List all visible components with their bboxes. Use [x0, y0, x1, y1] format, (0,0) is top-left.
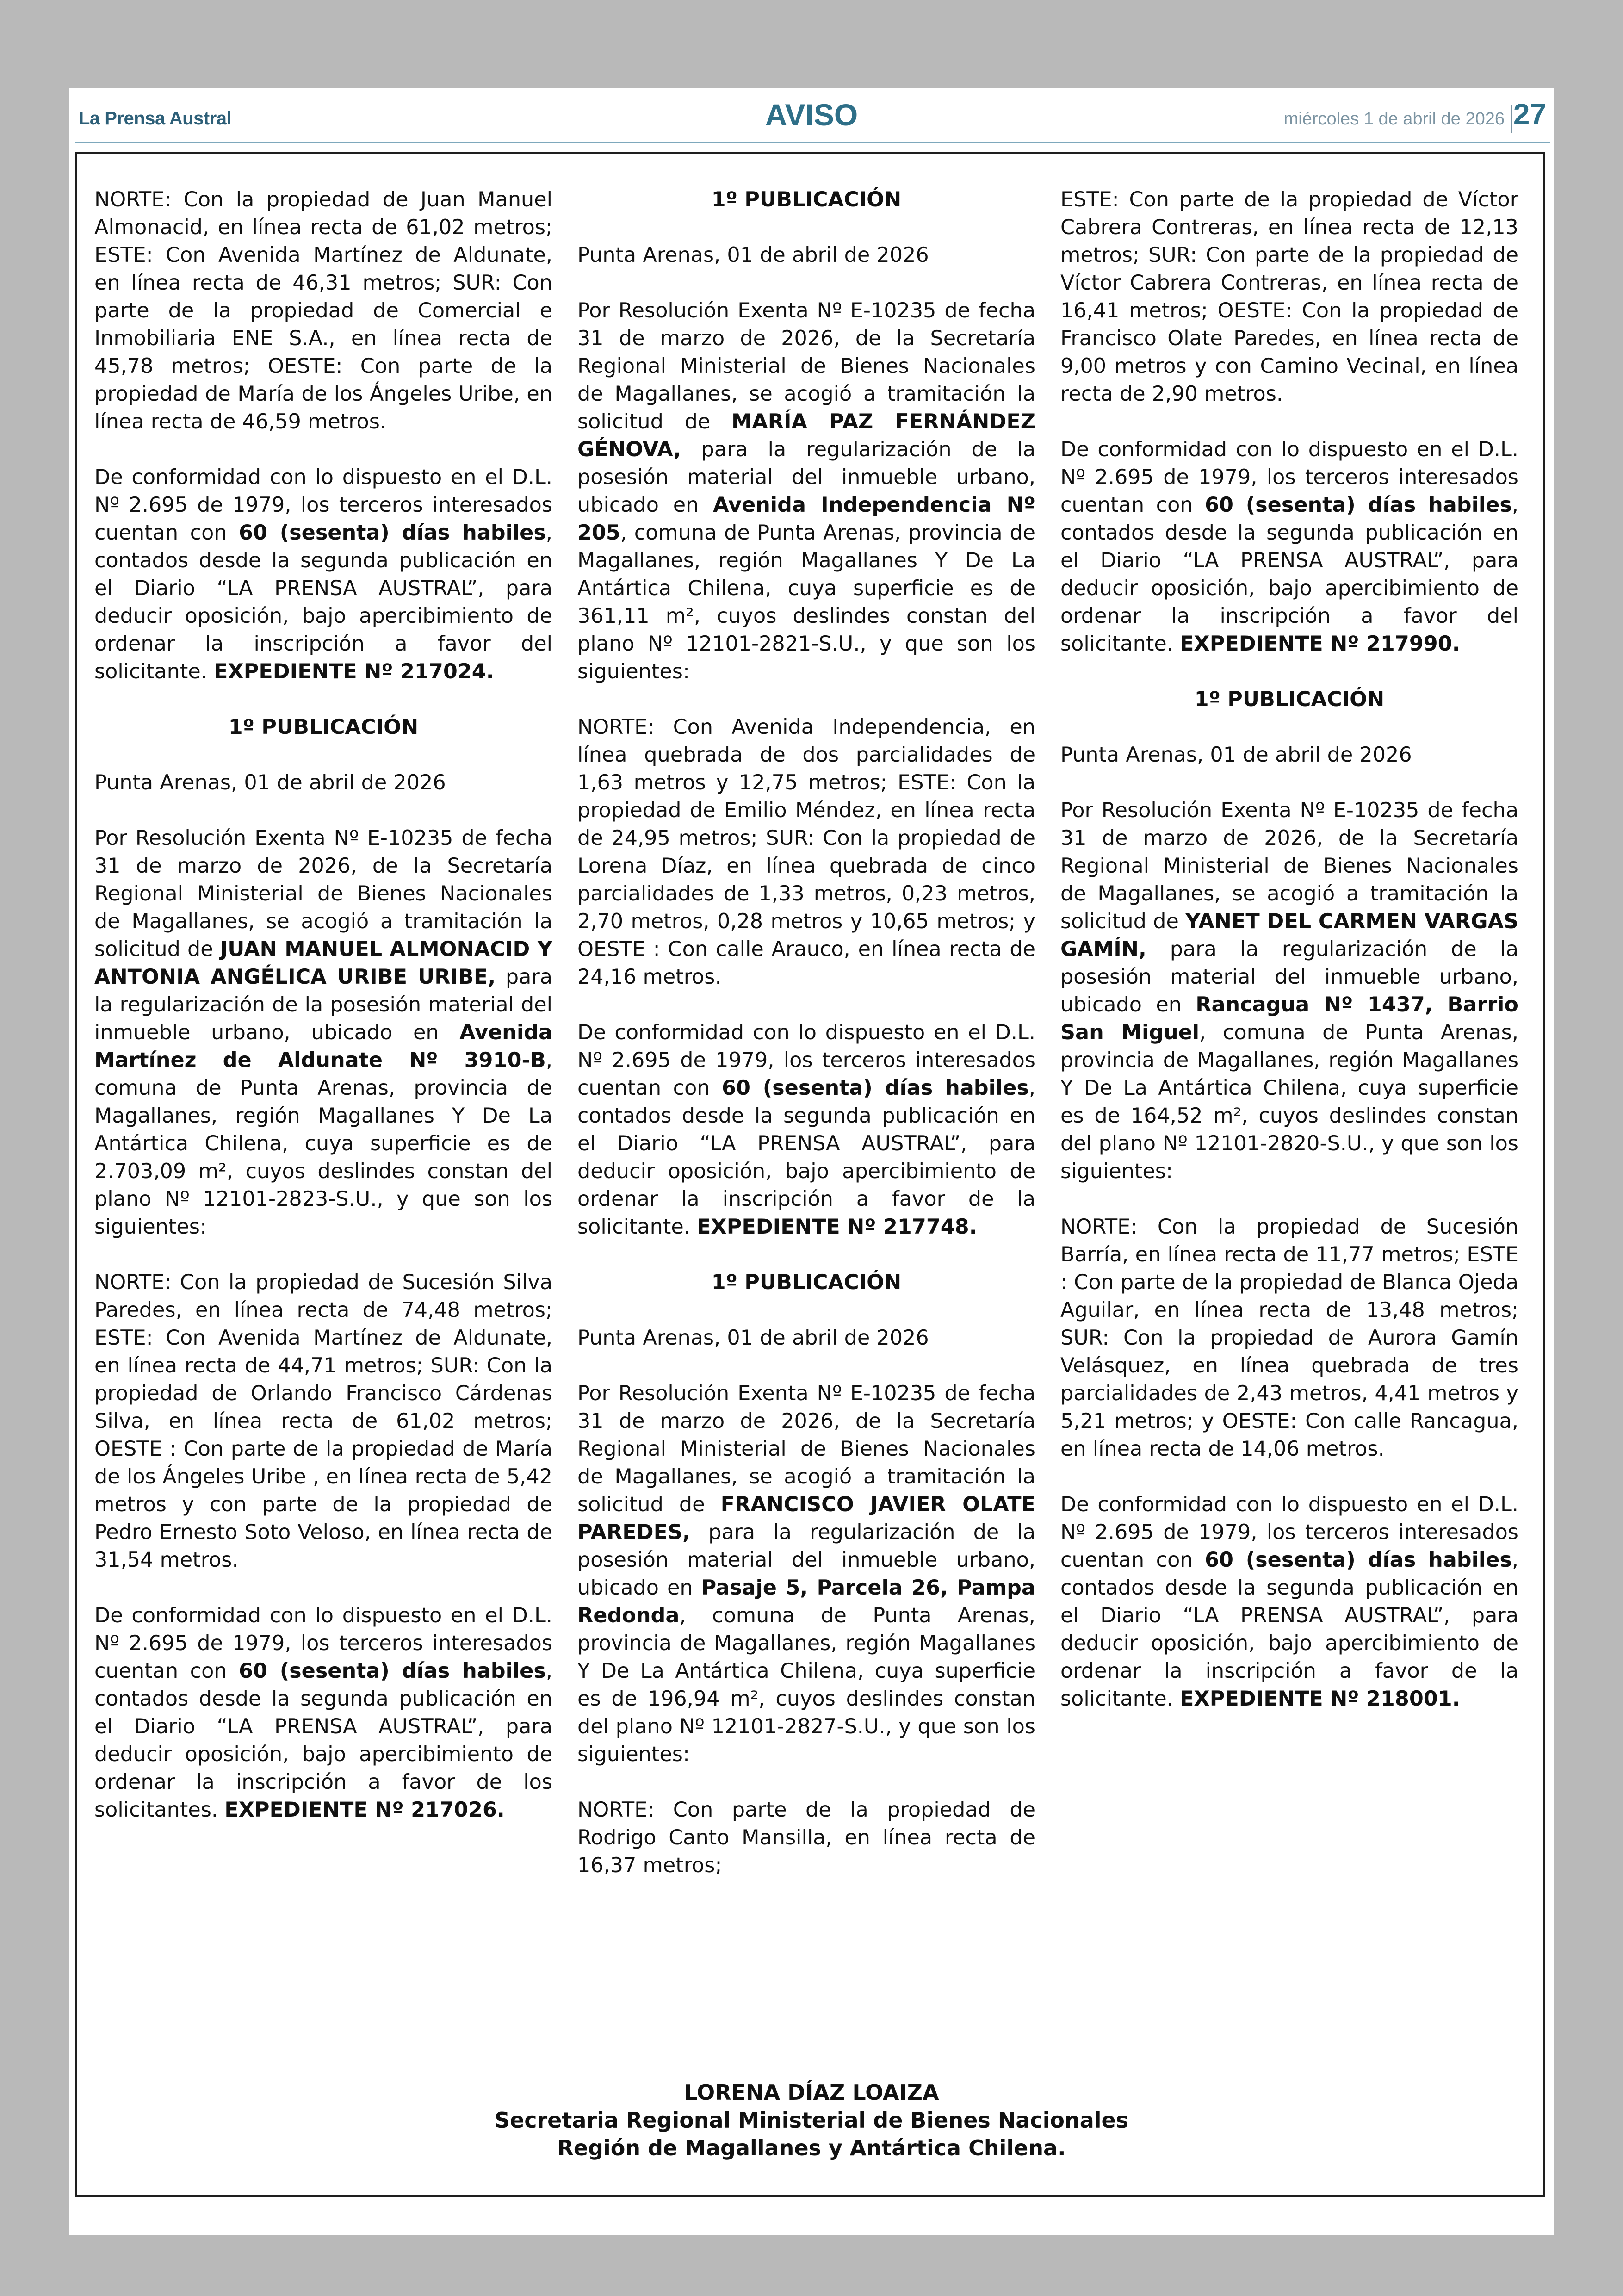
expediente-number: EXPEDIENTE Nº 217024.	[214, 660, 494, 683]
header-divider	[1511, 105, 1512, 133]
signatory-title: Secretaria Regional Ministerial de Bienes Nacionales	[494, 2108, 1129, 2133]
property-address: Rancagua Nº 1437, Barrio San Miguel	[1060, 993, 1518, 1044]
property-address: Avenida Independencia Nº 205	[577, 493, 1035, 545]
newspaper-page	[69, 88, 1554, 2235]
column-3	[1060, 186, 1518, 1907]
boundaries-paragraph: NORTE: Con la propiedad de Sucesión Barría, en línea recta de 11,77 metros; ESTE : Con parte de la propiedad de Blanca Ojeda Aguilar, en línea recta de 13,48 metros; SUR: Con la propiedad de Aurora Gamín Velásquez, en línea quebrada de tres parcialidades de 2,43 metros, 4,41 metros y 5,21 metros; y OESTE: Con calle Rancagua, en línea recta de 14,06 metros.	[1060, 1215, 1518, 1461]
resolution-paragraph: Por Resolución Exenta Nº E-10235 de fecha 31 de marzo de 2026, de la Secretaría Regional Ministerial de Bienes Nacionales de Magallanes, se acogió a tramitación la solicitud de JUAN MANUEL ALMONACID Y ANTONIA ANGÉLICA URIBE URIBE, para la regularización de la posesión material del inmueble urbano, ubicado en Avenida Martínez de Aldunate Nº 3910-B, comuna de Punta Arenas, provincia de Magallanes, región Magallanes Y De La Antártica Chilena, cuya superficie es de 2.703,09 m², cuyos deslindes constan del plano Nº 12101-2823-S.U., y que son los siguientes:	[94, 826, 553, 1239]
boundaries-paragraph: NORTE: Con la propiedad de Juan Manuel Almonacid, en línea recta de 61,02 metros; ESTE: Con Avenida Martínez de Aldunate, en línea recta de 46,31 metros; SUR: Con parte de la propiedad de Comercial e Inmobiliaria ENE S.A., en línea recta de 45,78 metros; OESTE: Con parte de la propiedad de María de los Ángeles Uribe, en línea recta de 46,59 metros.	[94, 188, 552, 434]
issue-date: miércoles 1 de abril de 2026	[1283, 109, 1505, 129]
notice-date: Punta Arenas, 01 de abril de 2026	[577, 243, 929, 267]
signature-block	[69, 2079, 1554, 2162]
expediente-number: EXPEDIENTE Nº 217990.	[1180, 632, 1460, 656]
property-address: Avenida Martínez de Aldunate Nº 3910-B	[94, 1021, 552, 1072]
boundaries-paragraph: NORTE: Con Avenida Independencia, en línea quebrada de dos parcialidades de 1,63 metros y 12,75 metros; ESTE: Con la propiedad de Emilio Méndez, en línea recta de 24,95 metros; SUR: Con la propiedad de Lorena Díaz, en línea quebrada de cinco parcialidades de 1,33 metros, 0,23 metros, 2,70 metros, 0,28 metros y 10,65 metros; y OESTE : Con calle Arauco, en línea recta de 24,16 metros.	[577, 715, 1035, 989]
publication-heading: 1º PUBLICACIÓN	[711, 1271, 902, 1294]
notice-date: Punta Arenas, 01 de abril de 2026	[1060, 743, 1412, 767]
newspaper-brand: La Prensa Austral	[79, 108, 232, 129]
publication-heading: 1º PUBLICACIÓN	[711, 188, 902, 211]
resolution-paragraph: Por Resolución Exenta Nº E-10235 de fecha 31 de marzo de 2026, de la Secretaría Regional Ministerial de Bienes Nacionales de Magallanes, se acogió a tramitación la solicitud de YANET DEL CARMEN VARGAS GAMÍN, para la regularización de la posesión material del inmueble urbano, ubicado en Rancagua Nº 1437, Barrio San Miguel, comuna de Punta Arenas, provincia de Magallanes, región Magallanes Y De La Antártica Chilena, cuya superficie es de 164,52 m², cuyos deslindes constan del plano Nº 12101-2820-S.U., y que son los siguientes:	[1060, 799, 1519, 1183]
boundaries-paragraph: NORTE: Con la propiedad de Sucesión Silva Paredes, en línea recta de 74,48 metros; ESTE: Con Avenida Martínez de Aldunate, en línea recta de 44,71 metros; SUR: Con la propiedad de Orlando Francisco Cárdenas Silva, en línea recta de 61,02 metros; OESTE : Con parte de la propiedad de María de los Ángeles Uribe , en línea recta de 5,42 metros y con parte de la propiedad de Pedro Ernesto Soto Veloso, en línea recta de 31,54 metros.	[94, 1271, 552, 1572]
page-number: 27	[1513, 98, 1546, 131]
applicant-name: MARÍA PAZ FERNÁNDEZ GÉNOVA,	[577, 410, 1036, 461]
conformity-paragraph: De conformidad con lo dispuesto en el D.L. Nº 2.695 de 1979, los terceros interesados cuentan con 60 (sesenta) días habiles, contados desde la segunda publicación en el Diario “LA PRENSA AUSTRAL”, para deducir oposición, bajo apercibimiento de ordenar la inscripción a favor del solicitante. EXPEDIENTE Nº 217990.	[1060, 438, 1518, 656]
column-2	[577, 186, 1035, 1907]
property-address: Pasaje 5, Parcela 26, Pampa Redonda	[577, 1576, 1035, 1627]
header-rule	[75, 142, 1550, 143]
notice-date: Punta Arenas, 01 de abril de 2026	[577, 1326, 929, 1350]
signatory-name: LORENA DÍAZ LOAIZA	[684, 2080, 939, 2105]
expediente-number: EXPEDIENTE Nº 218001.	[1180, 1687, 1460, 1711]
expediente-number: EXPEDIENTE Nº 217748.	[697, 1215, 977, 1239]
resolution-paragraph: Por Resolución Exenta Nº E-10235 de fecha 31 de marzo de 2026, de la Secretaría Regional Ministerial de Bienes Nacionales de Magallanes, se acogió a tramitación la solicitud de MARÍA PAZ FERNÁNDEZ GÉNOVA, para la regularización de la posesión material del inmueble urbano, ubicado en Avenida Independencia Nº 205, comuna de Punta Arenas, provincia de Magallanes, región Magallanes Y De La Antártica Chilena, cuya superficie es de 361,11 m², cuyos deslindes constan del plano Nº 12101-2821-S.U., y que son los siguientes:	[577, 299, 1036, 683]
applicant-name: YANET DEL CARMEN VARGAS GAMÍN,	[1060, 910, 1519, 961]
resolution-paragraph: Por Resolución Exenta Nº E-10235 de fecha 31 de marzo de 2026, de la Secretaría Regional Ministerial de Bienes Nacionales de Magallanes, se acogió a tramitación la solicitud de FRANCISCO JAVIER OLATE PAREDES, para la regularización de la posesión material del inmueble urbano, ubicado en Pasaje 5, Parcela 26, Pampa Redonda, comuna de Punta Arenas, provincia de Magallanes, región Magallanes Y De La Antártica Chilena, cuya superficie es de 196,94 m², cuyos deslindes constan del plano Nº 12101-2827-S.U., y que son los siguientes:	[577, 1382, 1035, 1766]
column-1	[94, 186, 552, 1907]
applicant-name: FRANCISCO JAVIER OLATE PAREDES,	[577, 1493, 1035, 1544]
publication-heading: 1º PUBLICACIÓN	[228, 715, 419, 739]
conformity-paragraph: De conformidad con lo dispuesto en el D.L. Nº 2.695 de 1979, los terceros interesados cuentan con 60 (sesenta) días habiles, contados desde la segunda publicación en el Diario “LA PRENSA AUSTRAL”, para deducir oposición, bajo apercibimiento de ordenar la inscripción a favor del solicitante. EXPEDIENTE Nº 217024.	[94, 465, 552, 683]
signatory-region: Región de Magallanes y Antártica Chilena.	[557, 2135, 1066, 2160]
notice-date: Punta Arenas, 01 de abril de 2026	[94, 771, 446, 794]
conformity-paragraph: De conformidad con lo dispuesto en el D.L. Nº 2.695 de 1979, los terceros interesados cuentan con 60 (sesenta) días habiles, contados desde la segunda publicación en el Diario “LA PRENSA AUSTRAL”, para deducir oposición, bajo apercibimiento de ordenar la inscripción a favor de la solicitante. EXPEDIENTE Nº 217748.	[577, 1021, 1035, 1239]
boundaries-paragraph: ESTE: Con parte de la propiedad de Víctor Cabrera Contreras, en línea recta de 12,13 metros; SUR: Con parte de la propiedad de Víctor Cabrera Contreras, en línea recta de 16,41 metros; OESTE: Con la propiedad de Francisco Olate Paredes, en línea recta de 9,00 metros y con Camino Vecinal, en línea recta de 2,90 metros.	[1060, 188, 1518, 406]
section-title: AVISO	[765, 98, 858, 132]
notice-columns	[94, 186, 1518, 1907]
publication-heading: 1º PUBLICACIÓN	[1194, 688, 1385, 711]
applicant-name: JUAN MANUEL ALMONACID Y ANTONIA ANGÉLICA URIBE URIBE,	[94, 937, 552, 989]
expediente-number: EXPEDIENTE Nº 217026.	[224, 1798, 505, 1822]
conformity-paragraph: De conformidad con lo dispuesto en el D.L. Nº 2.695 de 1979, los terceros interesados cuentan con 60 (sesenta) días habiles, contados desde la segunda publicación en el Diario “LA PRENSA AUSTRAL”, para deducir oposición, bajo apercibimiento de ordenar la inscripción a favor de la solicitante. EXPEDIENTE Nº 218001.	[1060, 1493, 1518, 1711]
masthead	[73, 94, 1550, 146]
boundaries-paragraph: NORTE: Con parte de la propiedad de Rodrigo Canto Mansilla, en línea recta de 16,37 metros;	[577, 1798, 1035, 1877]
conformity-paragraph: De conformidad con lo dispuesto en el D.L. Nº 2.695 de 1979, los terceros interesados cuentan con 60 (sesenta) días habiles, contados desde la segunda publicación en el Diario “LA PRENSA AUSTRAL”, para deducir oposición, bajo apercibimiento de ordenar la inscripción a favor de los solicitantes. EXPEDIENTE Nº 217026.	[94, 1604, 552, 1822]
